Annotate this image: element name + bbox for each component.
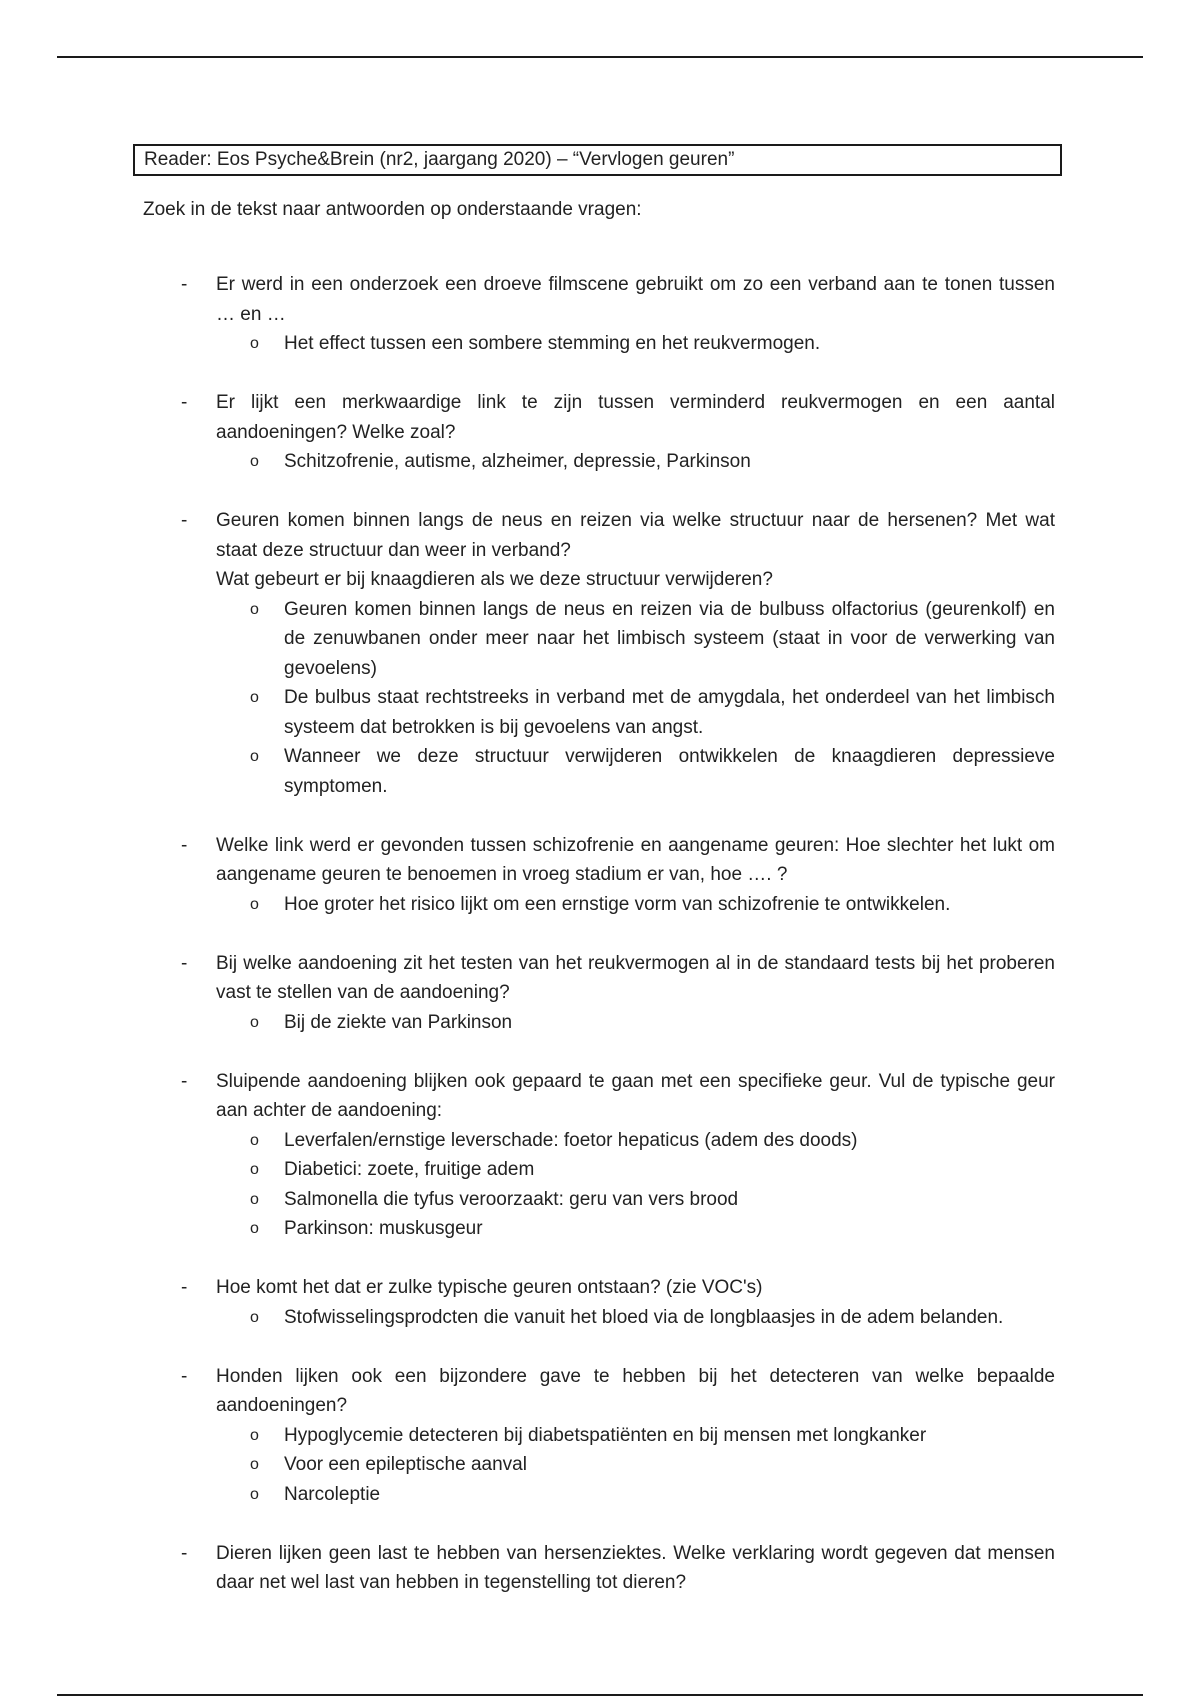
circle-bullet-icon: o [250,1220,259,1237]
answer-item [178,1214,1055,1244]
bottom-rule [57,1694,1143,1696]
circle-bullet-icon: o [250,895,259,913]
answer-text: Schitzofrenie, autisme, alzheimer, depressie, Parkinson [284,451,751,472]
dash-bullet-icon: - [181,392,188,413]
answer-text: Hypoglycemie detecteren bij diabetspatiënten en bij mensen met longkanker [284,1424,927,1446]
question-item [178,388,1055,477]
question-item [178,1362,1055,1510]
question-text-part: Geuren komen binnen langs de neus en reizen via welke structuur naar de hersenen? Met wat staat deze structuur dan weer in verband? [216,510,1055,561]
circle-bullet-icon: o [250,1161,259,1178]
answer-text: Narcoleptie [284,1483,381,1505]
answer-item [178,1185,1055,1215]
circle-bullet-icon: o [250,1190,259,1208]
question-text: Honden lijken ook een bijzondere gave te hebben bij het detecteren van welke bepaalde aandoeningen? [216,1365,1055,1416]
question-text: Bij welke aandoening zit het testen van het reukvermogen al in de standaard tests bij het proberen vast te stellen van de aandoening? [216,952,1055,1003]
dash-bullet-icon: - [181,834,188,856]
circle-bullet-icon: o [250,1485,259,1503]
question-text: Dieren lijken geen last te hebben van hersenziektes. Welke verklaring wordt gegeven dat mensen daar net wel last van hebben in tegenstelling tot dieren? [216,1542,1055,1593]
instruction-text: Zoek in de tekst naar antwoorden op onderstaande vragen: [143,199,642,220]
answer-item [178,683,1055,742]
answer-item [178,595,1055,684]
question-text: Sluipende aandoening blijken ook gepaard te gaan met een specifieke geur. Vul de typische geur aan achter de aandoening: [216,1070,1055,1121]
question-item [178,949,1055,1038]
question-item [178,1067,1055,1244]
circle-bullet-icon: o [250,1013,259,1031]
question-item [178,1539,1055,1598]
answer-item [178,1421,1055,1451]
answer-text: Parkinson: muskusgeur [284,1218,483,1239]
answer-text: Diabetici: zoete, fruitige adem [284,1159,535,1180]
dash-bullet-icon: - [181,510,188,531]
answer-item [178,329,1055,359]
circle-bullet-icon: o [250,1131,259,1149]
answer-text: Hoe groter het risico lijkt om een ernstige vorm van schizofrenie te ontwikkelen. [284,893,951,915]
answer-text: Geuren komen binnen langs de neus en reizen via de bulbuss olfactorius (geurenkolf) en de zenuwbanen onder meer naar het limbisch systeem (staat in voor de verwerking van gevoelens) [284,598,1055,679]
answer-item [178,447,1055,477]
question-item [178,270,1055,359]
answer-item [178,1303,1055,1333]
question-item [178,506,1055,801]
answer-text: Voor een epileptische aanval [284,1454,527,1475]
answer-text: Salmonella die tyfus veroorzaakt: geru van vers brood [284,1188,739,1210]
circle-bullet-icon: o [250,600,259,618]
answer-item [178,1008,1055,1038]
answer-text: De bulbus staat rechtstreeks in verband met de amygdala, het onderdeel van het limbisch systeem dat betrokken is bij gevoelens van angst. [284,687,1055,738]
question-text: Hoe komt het dat er zulke typische geuren ontstaan? (zie VOC's) [216,1277,763,1298]
answer-item [178,890,1055,920]
dash-bullet-icon: - [181,1277,188,1298]
circle-bullet-icon: o [250,1426,259,1444]
answer-text: Bij de ziekte van Parkinson [284,1011,513,1033]
answer-item [178,1126,1055,1156]
circle-bullet-icon: o [250,335,259,352]
dash-bullet-icon: - [181,1542,188,1564]
circle-bullet-icon: o [250,453,259,470]
dash-bullet-icon: - [181,1070,188,1092]
question-text: Welke link werd er gevonden tussen schizofrenie en aangename geuren: Hoe slechter het lukt om aangename geuren te benoemen in vroeg stadium er van, hoe …. ? [216,834,1055,885]
question-list [178,270,1055,1627]
circle-bullet-icon: o [250,748,259,765]
top-rule [57,56,1143,58]
answer-text: Wanneer we deze structuur verwijderen ontwikkelen de knaagdieren depressieve symptomen. [284,746,1055,797]
question-text-part: Wat gebeurt er bij knaagdieren als we deze structuur verwijderen? [216,569,773,590]
dash-bullet-icon: - [181,1365,188,1387]
question-item [178,831,1055,920]
dash-bullet-icon: - [181,952,188,974]
answer-text: Leverfalen/ernstige leverschade: foetor hepaticus (adem des doods) [284,1129,858,1151]
question-text [216,506,1055,595]
circle-bullet-icon: o [250,689,259,706]
dash-bullet-icon: - [181,274,188,295]
answer-text: Het effect tussen een sombere stemming en het reukvermogen. [284,333,821,354]
answer-item [178,1450,1055,1480]
question-text: Er lijkt een merkwaardige link te zijn tussen verminderd reukvermogen en een aantal aandoeningen? Welke zoal? [216,392,1055,443]
circle-bullet-icon: o [250,1456,259,1473]
answer-text: Stofwisselingsprodcten die vanuit het bloed via de longblaasjes in de adem belanden. [284,1306,1004,1328]
question-text: Er werd in een onderzoek een droeve filmscene gebruikt om zo een verband aan te tonen tussen … en … [216,274,1055,325]
document-title: Reader: Eos Psyche&Brein (nr2, jaargang 2020) – “Vervlogen geuren” [133,144,1062,176]
circle-bullet-icon: o [250,1308,259,1326]
question-item [178,1273,1055,1332]
answer-item [178,1480,1055,1510]
answer-item [178,1155,1055,1185]
answer-item [178,742,1055,801]
